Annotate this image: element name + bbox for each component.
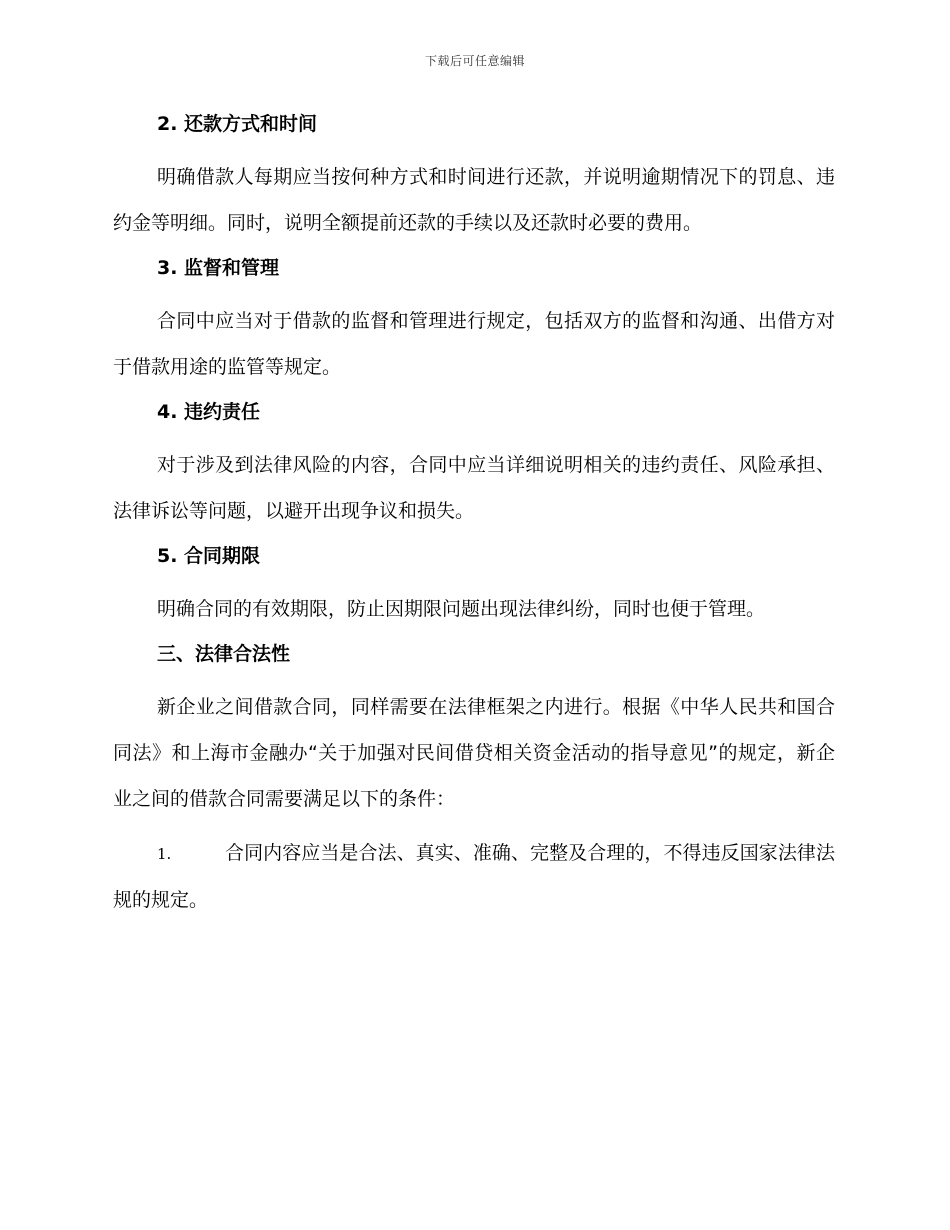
section-heading-repayment: 2. 还款方式和时间 bbox=[157, 113, 318, 135]
section-heading-liability: 4. 违约责任 bbox=[157, 401, 261, 423]
list-item-text: 合同内容应当是合法、真实、准确、完整及合理的，不得违反国家法律法规的规定。 bbox=[113, 842, 835, 911]
list-item-number: 1. bbox=[157, 845, 172, 863]
section-paragraph-legality: 新企业之间借款合同，同样需要在法律框架之内进行。根据《中华人民共和国合同法》和上海市金融办“关于加强对民间借贷相关资金活动的指导意见”的规定，新企业之间的借款合同需要满足以下的条件： bbox=[113, 696, 835, 810]
page-header: 下载后可任意编辑 bbox=[424, 54, 525, 68]
section-paragraph-liability: 对于涉及到法律风险的内容，合同中应当详细说明相关的违约责任、风险承担、法律诉讼等问题，以避开出现争议和损失。 bbox=[113, 454, 835, 522]
section-heading-supervision: 3. 监督和管理 bbox=[157, 257, 280, 279]
section-heading-term: 5. 合同期限 bbox=[157, 545, 261, 567]
section-paragraph-term: 明确合同的有效期限，防止因期限问题出现法律纠纷，同时也便于管理。 bbox=[157, 598, 766, 620]
section-heading-legality: 三、法律合法性 bbox=[157, 643, 291, 665]
document-body bbox=[113, 110, 835, 923]
section-paragraph-repayment: 明确借款人每期应当按何种方式和时间进行还款，并说明逾期情况下的罚息、违约金等明细。同时，说明全额提前还款的手续以及还款时必要的费用。 bbox=[113, 166, 835, 234]
list-item bbox=[113, 830, 835, 923]
section-paragraph-supervision: 合同中应当对于借款的监督和管理进行规定，包括双方的监督和沟通、出借方对于借款用途的监管等规定。 bbox=[113, 310, 835, 378]
